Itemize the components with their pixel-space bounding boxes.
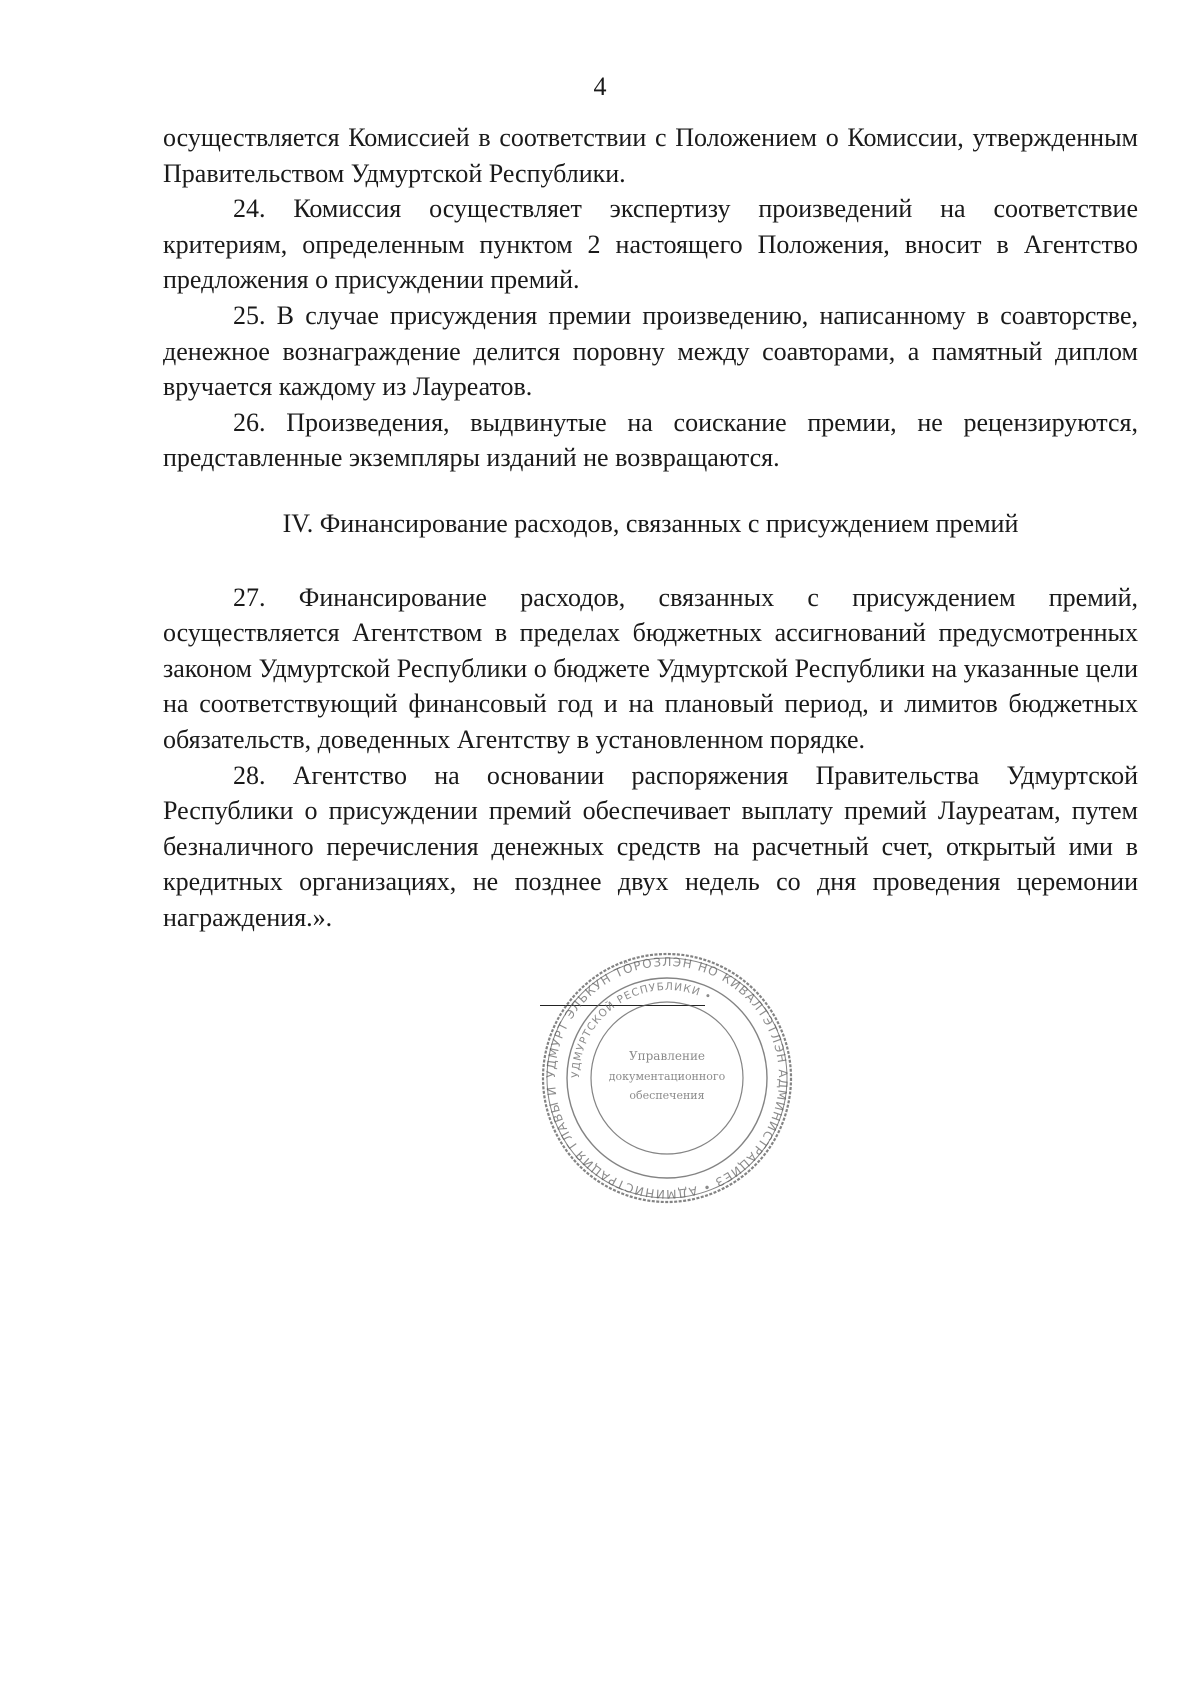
stamp-inner-text: УДМУРТСКОЙ РЕСПУБЛИКИ • xyxy=(569,980,714,1079)
paragraph-28: 28. Агентство на основании распоряжения Правительства Удмуртской Республики о присуждении премий обеспечивает выплату премий Лауреатам, путем безналичного перечисления денежных средств на расчетный счет, открытый ими в кредитных организациях, не позднее двух недель со дня проведения церемонии награждения.». xyxy=(163,760,1138,932)
paragraph-26: 26. Произведения, выдвинутые на соискание премии, не рецензируются, представленные экземпляры изданий не возвращаются. xyxy=(163,407,1138,473)
paragraph-25: 25. В случае присуждения премии произведению, написанному в соавторстве, денежное вознаграждение делится поровну между соавторами, а памятный диплом вручается каждому из Лауреатов. xyxy=(163,300,1138,402)
document-body xyxy=(163,120,1138,935)
stamp-center-line-3: обеспечения xyxy=(629,1089,705,1102)
paragraph-24: 24. Комиссия осуществляет экспертизу произведений на соответствие критериям, определенным пунктом 2 настоящего Положения, вносит в Агентство предложения о присуждении премий. xyxy=(163,194,1138,295)
stamp-seal-icon xyxy=(535,950,800,1205)
section-heading: IV. Финансирование расходов, связанных с присуждением премий xyxy=(282,508,1019,538)
stamp-center-line-1: Управление xyxy=(628,1049,706,1063)
official-stamp xyxy=(535,950,800,1205)
stamp-outer-text: УДМУРТ ЭЛЬКУН ТӦРОЗЛЭН НО КИВАЛТЭТЛЭН АДМИНИСТРАЦИЕЗ • АДМИНИСТРАЦИЯ ГЛАВЫ И xyxy=(543,954,791,1202)
stamp-center-line-2: документационного xyxy=(608,1070,726,1083)
paragraph-continuation: осуществляется Комиссией в соответствии с Положением о Комиссии, утвержденным Правительством Удмуртской Республики. xyxy=(163,123,1138,188)
page-number: 4 xyxy=(593,72,607,101)
paragraph-27: 27. Финансирование расходов, связанных с присуждением премий, осуществляется Агентством в пределах бюджетных ассигнований предусмотренных законом Удмуртской Республики о бюджете Удмуртской Республики на указанные цели на соответствующий финансовый год и на плановый период, и лимитов бюджетных обязательств, доведенных Агентству в установленном порядке. xyxy=(163,582,1138,754)
